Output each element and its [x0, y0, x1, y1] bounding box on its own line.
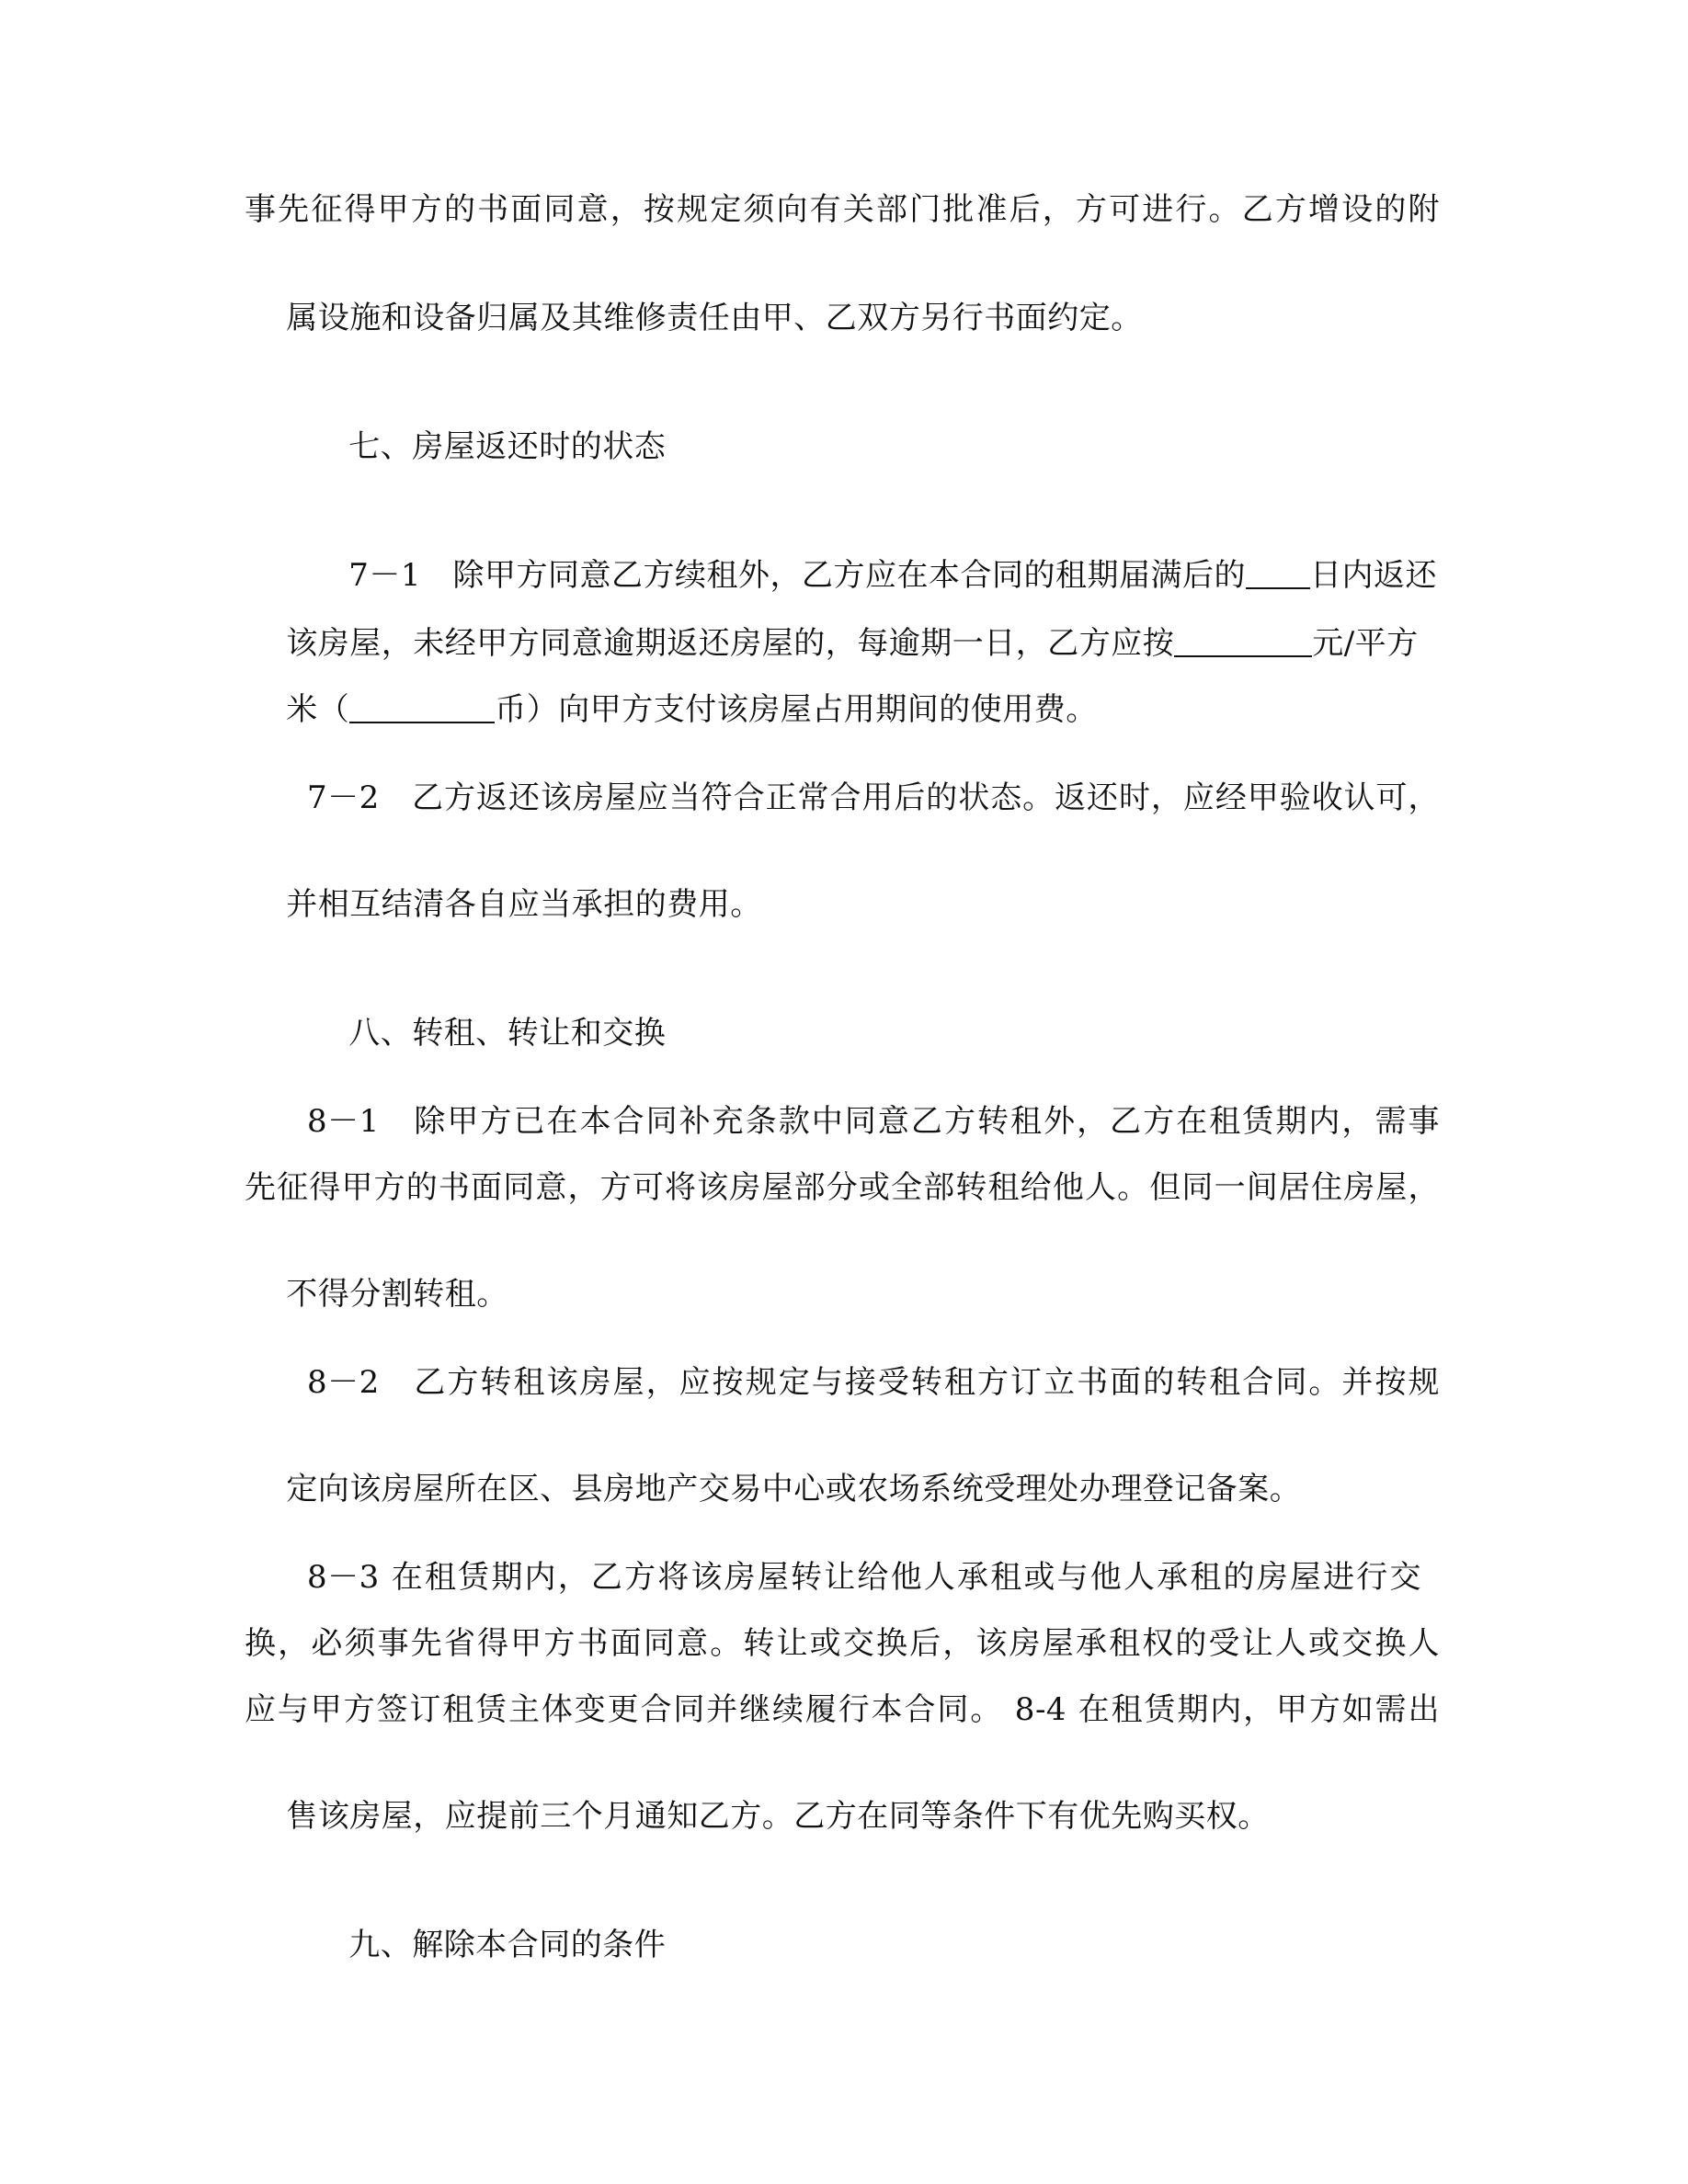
- clause-7-1-line3: [245, 649, 1440, 770]
- clause-7-2-line2: [245, 844, 1440, 965]
- clause-8-2-line1: [307, 1362, 1440, 1403]
- text-run: 属设施和设备归属及其维修责任由甲、乙双方另行书面约定。: [286, 300, 1143, 336]
- text-run: 应与甲方签订租赁主体变更合同并继续履行本合同。 8-4 在租赁期内，甲方如需出: [245, 1691, 1440, 1728]
- section-heading-7: [307, 386, 1502, 507]
- section-heading-9: [307, 1884, 1502, 2006]
- clause-8-1-line2: [245, 1167, 1440, 1208]
- text-run: 定向该房屋所在区、县房地产交易中心或农场系统受理处办理登记备案。: [286, 1471, 1302, 1507]
- text-run: 售该房屋，应提前三个月通知乙方。乙方在同等条件下有优先购买权。: [286, 1798, 1270, 1835]
- text-run: 先征得甲方的书面同意，方可将该房屋部分或全部转租给他人。但同一间居住房屋，: [245, 1169, 1440, 1206]
- text-run: 8－3 在租赁期内，乙方将该房屋转让给他人承租或与他人承租的房屋进行交: [307, 1559, 1421, 1596]
- text-run: 币）向甲方支付该房屋占用期间的使用费。: [495, 691, 1098, 728]
- text-run: 换，必须事先省得甲方书面同意。转让或交换后，该房屋承租权的受让人或交换人: [245, 1625, 1440, 1662]
- body-line: [245, 257, 1440, 379]
- text-run: 元/平方: [1312, 625, 1419, 662]
- text-run: 不得分割转租。: [286, 1276, 508, 1313]
- text-run: 7－1 除甲方同意乙方续租外，乙方应在本合同的租期届满后的: [348, 557, 1246, 594]
- clause-8-3-line3: [245, 1689, 1440, 1730]
- text-run: 8－1 除甲方已在本合同补充条款中同意乙方转租外，乙方在租赁期内，需事: [307, 1103, 1440, 1140]
- heading-text: 八、转租、转让和交换: [348, 1015, 667, 1052]
- text-run: 事先征得甲方的书面同意，按规定须向有关部门批准后，方可进行。乙方增设的附: [245, 191, 1440, 228]
- clause-8-3-line4: [245, 1756, 1440, 1877]
- body-line: [245, 189, 1440, 230]
- heading-text: 七、房屋返还时的状态: [348, 428, 667, 465]
- text-run: 米（: [286, 691, 350, 728]
- text-run: 该房屋，未经甲方同意逾期返还房屋的，每逾期一日，乙方应按: [286, 625, 1175, 662]
- clause-8-1-line1: [307, 1101, 1440, 1142]
- section-heading-8: [307, 973, 1502, 1094]
- text-run: 日内返还: [1310, 557, 1437, 594]
- clause-8-3-line2: [245, 1623, 1440, 1664]
- clause-8-2-line2: [245, 1428, 1440, 1550]
- heading-text: 九、解除本合同的条件: [348, 1927, 667, 1963]
- fill-blank-currency: [349, 694, 495, 723]
- text-run: 8－2 乙方转租该房屋，应按规定与接受转租方订立书面的转租合同。并按规: [307, 1364, 1440, 1401]
- text-run: 并相互结清各自应当承担的费用。: [286, 886, 762, 923]
- clause-8-1-line3: [245, 1234, 1440, 1355]
- text-run: 7－2 乙方返还该房屋应当符合正常合用后的状态。返还时，应经甲验收认可，: [307, 779, 1440, 816]
- clause-7-2-line1: [307, 778, 1440, 818]
- clause-8-3-line1: [307, 1557, 1421, 1598]
